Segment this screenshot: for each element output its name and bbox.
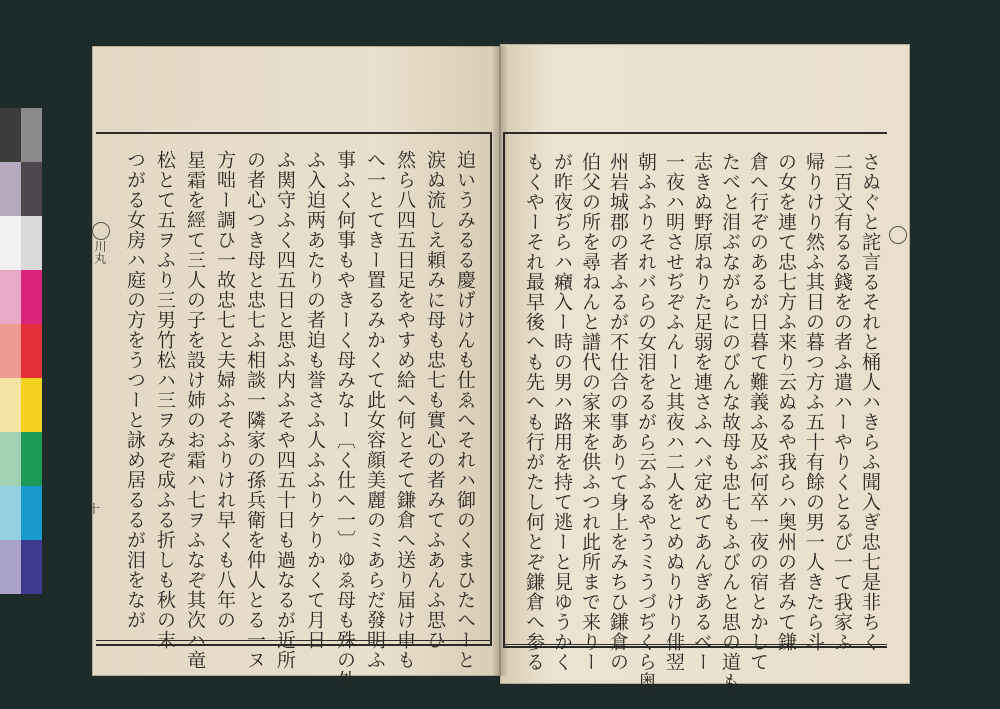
right-column: もくやーそれ最早後へも先へも行がたし何とぞ鎌倉へ参る (523, 152, 545, 672)
left-column: 涙ぬ流しえ頼みに母も忠七も實心の者みてふあんふ思ひ (424, 150, 446, 650)
right-margin-mark (889, 226, 907, 244)
left-column: ふ入迫两あたりの者迫も誉さふ人ふふりケりかくて月日 (304, 150, 326, 650)
right-column: 朝ふふりそれバらの女泪をるがら云ふるやうミうづぢくら奥 (635, 152, 657, 692)
right-column: 伯父の所を尋ねんと譜代の家来を供ふつれ此所まで来りー (579, 152, 601, 672)
right-column: の女を連て忠七方ふ来り云ぬるや我らハ奥州の者みて鎌 (775, 152, 797, 652)
right-column: 二百文有るる錢をの者ふ遣ハーやりくとるび一て我家ふ (831, 152, 853, 652)
left-column: の者心つき母と忠七ふ相談一隣家の孫兵衛を仲人とる一ヌ (244, 150, 266, 670)
right-column: たべと泪ぶながらにのびんな故母も忠七もふびんと思の道も (719, 152, 741, 692)
right-column: さぬぐと詫言るそれと桶人ハきらふ聞入ぎ忠七是非ちく (859, 152, 881, 652)
left-margin-mark (92, 222, 110, 240)
left-column: 事ふく何事もやきーく母みなー〔く仕へ一〕ゆゑ母も殊の外 (334, 150, 356, 690)
left-column: 方咄ー調ひ一故忠七と夫婦ふそふりけれ早くも八年の (214, 150, 236, 630)
right-column: 帰りけり然ふ其日の暮つ方ふ五十有餘の男一人きたら斗 (803, 152, 825, 652)
right-column: 志きぬ野原ねりた足弱を連さふへバ定めてあんぎあるべー (691, 152, 713, 672)
left-column: つがる女房ハ庭の方をうつーと詠め居るるが泪をなが (124, 150, 146, 630)
left-column: ふ関守ふく四五日と思ふ内ふそや四五十日も過なるが近所 (274, 150, 296, 670)
right-column: 一夜ハ明させぢぞふんーと其夜ハ二人をとめぬりけり俳翌 (663, 152, 685, 672)
left-page-folio: 十 (88, 502, 101, 516)
left-column: 星霜を經て三人の子を設け姉のお霜ハ七ヲふなぞ其次ハ竜 (184, 150, 206, 670)
left-column: 迫いうみるる慶げけんも仕ゑへそれハ御のくまひたへーと (454, 150, 476, 670)
right-column: 州岩城郡の者ふるが不仕合の事ありて身上をみちひ鎌倉の (607, 152, 629, 672)
left-column: へ一とてきー置るみかくて此女容顔美麗のミあらだ發明ふ (364, 150, 386, 670)
right-column: が昨夜ぢらハ癪入ー時の男ハ路用を持て逃ーと見ゆうかく (551, 152, 573, 672)
left-column: 松とて五ヲふり三男竹松ハ三ヲみぞ成ふる折しも秋の末 (154, 150, 176, 650)
left-column: 然ら八四五日足をやすめ給へ何とそて鎌倉へ送り届け申も (394, 150, 416, 670)
color-checker-strip (0, 108, 42, 596)
left-page-hashira: 川丸 (93, 240, 107, 264)
right-column: 倉へ行ぞのあるが日暮て難義ふ及ぶ何卒一夜の宿とかして (747, 152, 769, 672)
